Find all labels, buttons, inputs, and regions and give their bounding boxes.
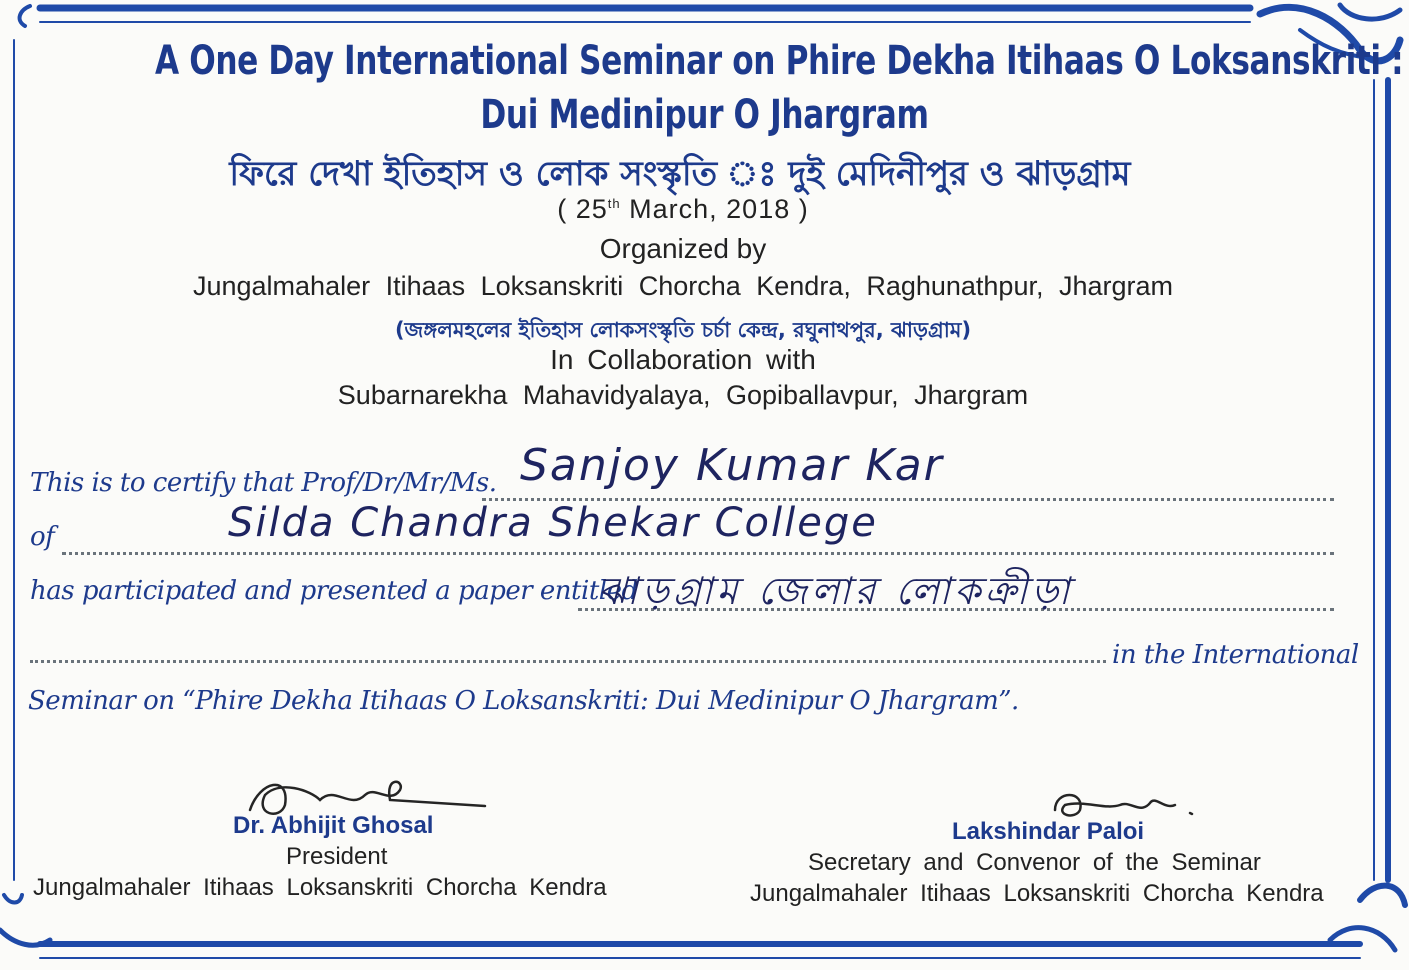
seminar-date <box>0 194 1366 225</box>
title-line-1: A One Day International Seminar on Phire Dekha Itihaas O Loksanskriti : <box>154 38 1404 84</box>
paper-dotted-line-2 <box>30 660 1106 663</box>
secretary-name: Lakshindar Paloi <box>952 818 1145 845</box>
secretary-organization: Jungalmahaler Itihaas Loksanskriti Chorcha Kendra <box>750 880 1324 907</box>
date-prefix: ( 25 <box>557 194 608 224</box>
title-bengali: ফিরে দেখা ইতিহাস ও লোক সংস্কৃতি ঃ দুই মেদিনীপুর ও ঝাড়গ্রাম <box>229 154 1131 194</box>
date-suffix: March, 2018 ) <box>620 194 809 224</box>
organizer-name: Jungalmahaler Itihaas Loksanskriti Chorcha Kendra, Raghunathpur, Jhargram <box>192 271 1174 301</box>
of-label: of <box>30 522 55 552</box>
seminar-line: Seminar on “Phire Dekha Itihaas O Loksanskriti: Dui Medinipur O Jhargram”. <box>28 686 1019 716</box>
president-name: Dr. Abhijit Ghosal <box>233 812 434 839</box>
organized-by-label: Organized by <box>599 233 767 264</box>
presented-label: has participated and presented a paper entitled <box>30 576 638 606</box>
collaborator-name: Subarnarekha Mahavidyalaya, Gopiballavpur, Jhargram <box>337 380 1029 410</box>
institution-dotted-line <box>62 552 1334 555</box>
paper-title: ঝাড়গ্রাম জেলার লোকক্রীড়া <box>598 569 1074 613</box>
organizer-bengali: (জঙ্গলমহলের ইতিহাস লোকসংস্কৃতি চর্চা কেন্দ্র, রঘুনাথপুর, ঝাড়গ্রাম) <box>394 318 972 342</box>
date-sup: th <box>607 196 621 211</box>
title-line-2: Dui Medinipur O Jhargram <box>480 92 929 138</box>
certify-label: This is to certify that Prof/Dr/Mr/Ms. <box>30 468 497 498</box>
participant-name: Sanjoy Kumar Kar <box>520 440 944 491</box>
in-international-label: in the International <box>1112 640 1359 670</box>
president-organization: Jungalmahaler Itihaas Loksanskriti Chorcha Kendra <box>33 874 607 901</box>
president-role: President <box>286 843 388 870</box>
institution-name: Silda Chandra Shekar College <box>228 500 878 546</box>
secretary-role: Secretary and Convenor of the Seminar <box>808 849 1261 876</box>
collaboration-label: In Collaboration with <box>550 344 816 375</box>
